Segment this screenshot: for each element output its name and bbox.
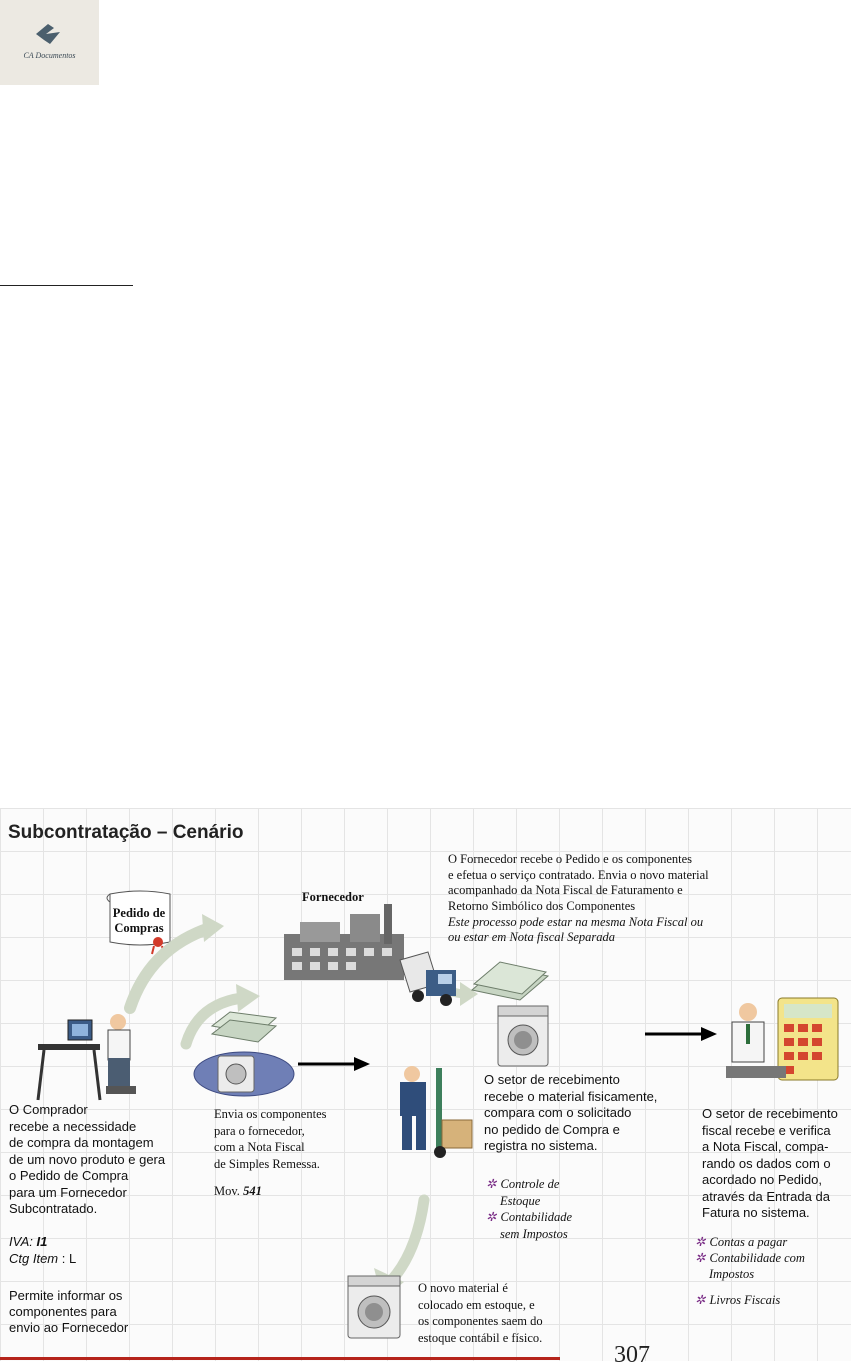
buyer-at-computer-icon bbox=[36, 1010, 140, 1102]
bullet-icon: ✲ bbox=[695, 1251, 706, 1265]
bullet-icon: ✲ bbox=[486, 1177, 497, 1191]
page-number: 307 bbox=[614, 1342, 650, 1368]
truck-icon bbox=[398, 950, 462, 1008]
logo-mark-icon bbox=[34, 22, 64, 48]
bullet-icon: ✲ bbox=[695, 1235, 706, 1249]
fiscal-calculator-icon bbox=[724, 996, 842, 1092]
bullet-icon: ✲ bbox=[695, 1293, 706, 1307]
envia-description: Envia os componentes para o fornecedor, com a Nota Fiscal de Simples Remessa. bbox=[214, 1107, 327, 1171]
arrow-right-icon bbox=[298, 1056, 370, 1072]
slide-title: Subcontratação – Cenário bbox=[8, 822, 244, 843]
mov-line: Mov. 541 bbox=[214, 1184, 262, 1198]
pedido-label: Pedido de Compras bbox=[112, 906, 166, 935]
components-icon bbox=[470, 960, 550, 1002]
estoque-description: O novo material é colocado em estoque, e os componentes saem do estoque contábil e físico. bbox=[418, 1281, 543, 1345]
logo-text: CA Documentos bbox=[23, 51, 76, 60]
bullet-icon: ✲ bbox=[486, 1210, 497, 1224]
permite-description: Permite informar os componentes para envio ao Fornecedor bbox=[9, 1288, 129, 1335]
logo bbox=[0, 0, 99, 85]
fiscal-bullets: ✲ Contas a pagar ✲ Contabilidade com Impostos ✲ Livros Fiscais bbox=[695, 1235, 805, 1307]
components-shipment-icon bbox=[190, 1012, 300, 1100]
footer-rule bbox=[0, 1357, 560, 1360]
recebimento-bullets: ✲ Controle de Estoque ✲ Contabilidade sem Impostos bbox=[486, 1177, 573, 1241]
washing-machine-icon bbox=[496, 1004, 550, 1068]
arrow-right-icon bbox=[645, 1026, 717, 1042]
fornecedor-label: Fornecedor bbox=[302, 890, 364, 904]
ctg-item-line: Ctg Item : L bbox=[9, 1251, 77, 1266]
header-rule bbox=[0, 285, 133, 286]
stock-washer-icon bbox=[346, 1274, 402, 1340]
recebimento-description: O setor de recebimento recebe o material fisicamente, compara com o solicitado no pedido de Compra e registra no sistema. bbox=[484, 1072, 658, 1153]
iva-line: IVA: I1 bbox=[9, 1234, 48, 1249]
comprador-description: O Comprador recebe a necessidade de compra da montagem de um novo produto e gera o Pedido de Compra para um Fornecedor Subcontratado. bbox=[9, 1102, 166, 1216]
fiscal-description: O setor de recebimento fiscal recebe e verifica a Nota Fiscal, compa- rando os dados com o acordado no Pedido, através da Entrada da Fatura no sistema. bbox=[702, 1106, 838, 1220]
slide bbox=[0, 808, 851, 1361]
fornecedor-description: O Fornecedor recebe o Pedido e os componentes e efetua o serviço contratado. Envia o novo material acompanhado da Nota Fiscal de Faturamento e Retorno Simbólico dos Componentes Este processo pode estar na mesma Nota Fiscal ou ou estar em Nota fiscal Separada bbox=[448, 852, 709, 945]
receiving-worker-icon bbox=[392, 1064, 476, 1160]
